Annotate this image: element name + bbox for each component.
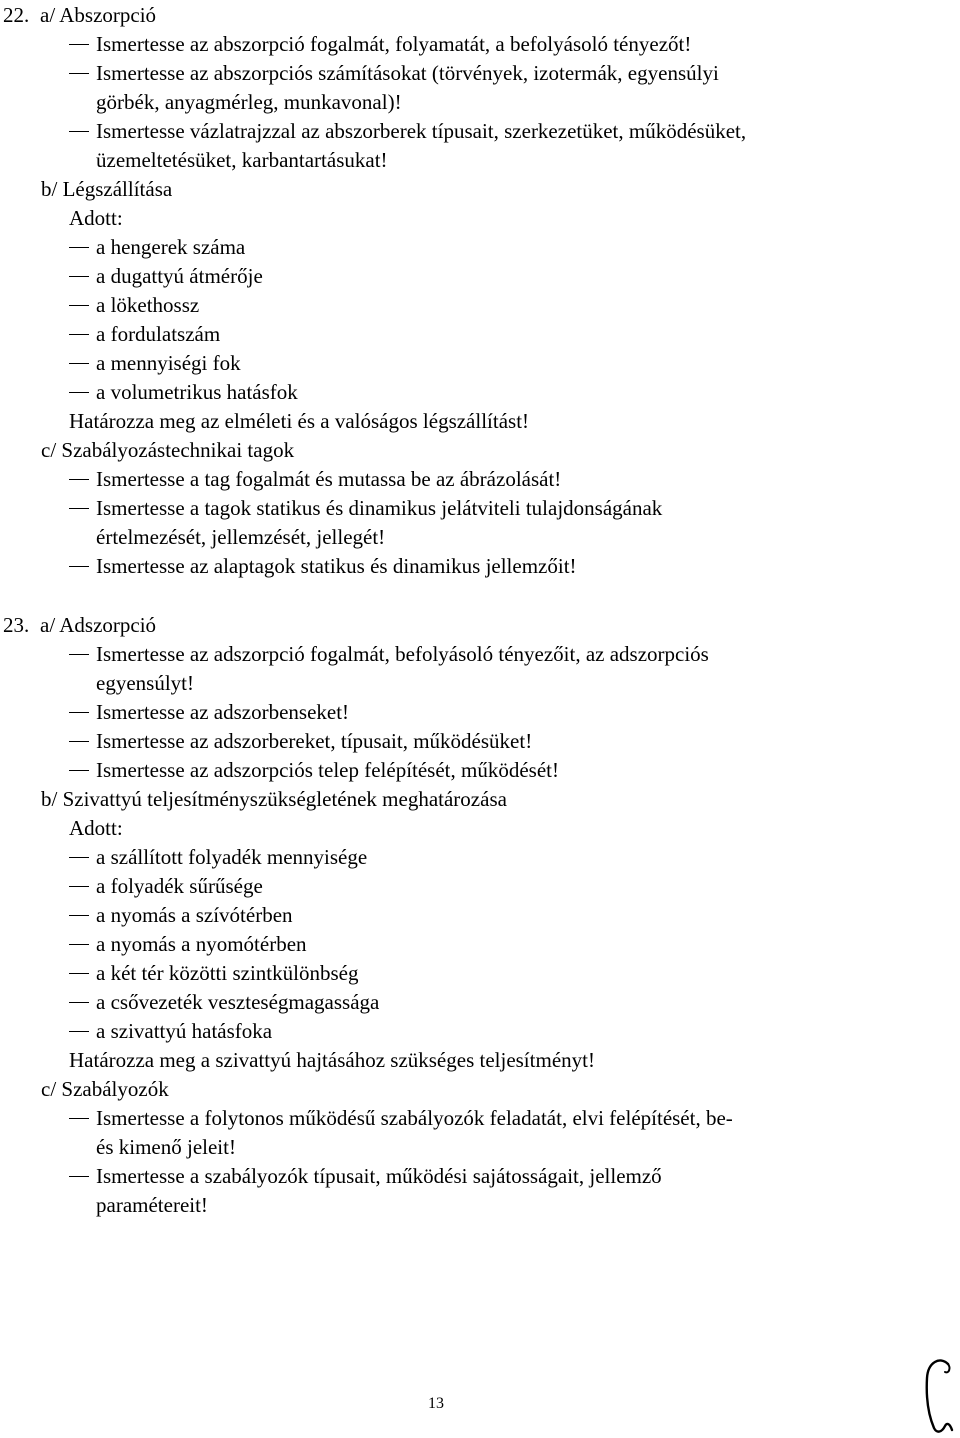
question-22-number: 22. (3, 3, 30, 27)
q23-b-given-item: a nyomás a szívótérben (96, 903, 293, 927)
q22-c-item-3: Ismertesse az alaptagok statikus és dinamikus jellemzőit! (96, 554, 577, 578)
q23-b-given-item: a szivattyú hatásfoka (96, 1019, 273, 1043)
q22-c-item-1: Ismertesse a tag fogalmát és mutassa be az ábrázolását! (96, 467, 562, 491)
dash-bullet (69, 44, 89, 45)
dash-bullet (69, 973, 89, 974)
q22-b-heading (41, 177, 172, 201)
q23-a-heading (40, 613, 156, 637)
q22-a-title: Abszorpció (59, 3, 157, 27)
dash-bullet (69, 654, 89, 655)
q22-b-given-item: a fordulatszám (96, 322, 221, 346)
dash-bullet (69, 915, 89, 916)
dash-bullet (69, 334, 89, 335)
q22-c-title: Szabályozástechnikai tagok (61, 438, 295, 462)
dash-bullet (69, 276, 89, 277)
q22-c-label: c/ (41, 438, 57, 462)
q22-c-item-2-line-1: Ismertesse a tagok statikus és dinamikus jelátviteli tulajdonságának (96, 496, 663, 520)
q22-b-title: Légszállítása (62, 177, 173, 201)
dash-bullet (69, 1031, 89, 1032)
q23-b-given-item: a nyomás a nyomótérben (96, 932, 307, 956)
q22-b-given-item: a volumetrikus hatásfok (96, 380, 298, 404)
dash-bullet (69, 1176, 89, 1177)
q22-a-item-1: Ismertesse az abszorpció fogalmát, folyamatát, a befolyásoló tényezőt! (96, 32, 692, 56)
q23-b-title: Szivattyú teljesítményszükségletének meghatározása (62, 787, 507, 811)
dash-bullet (69, 944, 89, 945)
q23-a-item-1-line-2: egyensúlyt! (96, 671, 194, 695)
q22-a-label: a/ (40, 3, 56, 27)
q23-a-label: a/ (40, 613, 56, 637)
q23-c-title: Szabályozók (61, 1077, 169, 1101)
q23-c-item-1-line-1: Ismertesse a folytonos működésű szabályozók feladatát, elvi felépítését, be- (96, 1106, 733, 1130)
q22-a-heading (40, 3, 156, 27)
question-23-number: 23. (3, 613, 30, 637)
q23-a-item-2: Ismertesse az adszorbenseket! (96, 700, 350, 724)
q23-c-item-2-line-1: Ismertesse a szabályozók típusait, működési sajátosságait, jellemző (96, 1164, 662, 1188)
q23-b-given-item: a folyadék sűrűsége (96, 874, 263, 898)
q22-a-item-2-line-1: Ismertesse az abszorpciós számításokat (törvények, izotermák, egyensúlyi (96, 61, 719, 85)
dash-bullet (69, 566, 89, 567)
q22-a-item-2-line-2: görbék, anyagmérleg, munkavonal)! (96, 90, 402, 114)
q23-a-item-1-line-1: Ismertesse az adszorpció fogalmát, befolyásoló tényezőit, az adszorpciós (96, 642, 709, 666)
dash-bullet (69, 857, 89, 858)
q22-b-task: Határozza meg az elméleti és a valóságos légszállítást! (69, 409, 530, 433)
q23-b-given-item: a két tér közötti szintkülönbség (96, 961, 359, 985)
q22-b-label: b/ (41, 177, 58, 201)
q22-b-given-item: a hengerek száma (96, 235, 246, 259)
dash-bullet (69, 392, 89, 393)
q23-c-item-1-line-2: és kimenő jeleit! (96, 1135, 236, 1159)
handwritten-signature-icon (918, 1356, 958, 1436)
q23-a-item-3: Ismertesse az adszorbereket, típusait, működésüket! (96, 729, 533, 753)
dash-bullet (69, 131, 89, 132)
dash-bullet (69, 508, 89, 509)
dash-bullet (69, 1118, 89, 1119)
q23-a-title: Adszorpció (59, 613, 157, 637)
dash-bullet (69, 305, 89, 306)
dash-bullet (69, 1002, 89, 1003)
q23-c-label: c/ (41, 1077, 57, 1101)
dash-bullet (69, 886, 89, 887)
q23-b-given-item: a csővezeték veszteségmagassága (96, 990, 380, 1014)
q22-b-given-item: a dugattyú átmérője (96, 264, 263, 288)
q23-c-item-2-line-2: paramétereit! (96, 1193, 208, 1217)
q22-b-given-item: a mennyiségi fok (96, 351, 241, 375)
q23-b-label: b/ (41, 787, 58, 811)
q23-b-given-label: Adott: (69, 816, 123, 840)
q23-b-given-item: a szállított folyadék mennyisége (96, 845, 368, 869)
dash-bullet (69, 741, 89, 742)
q23-b-task: Határozza meg a szivattyú hajtásához szükséges teljesítményt! (69, 1048, 595, 1072)
q22-b-given-item: a lökethossz (96, 293, 200, 317)
dash-bullet (69, 247, 89, 248)
dash-bullet (69, 73, 89, 74)
q22-a-item-3-line-2: üzemeltetésüket, karbantartásukat! (96, 148, 388, 172)
q22-c-heading (41, 438, 294, 462)
page-number: 13 (428, 1395, 444, 1412)
dash-bullet (69, 479, 89, 480)
q22-c-item-2-line-2: értelmezését, jellemzését, jellegét! (96, 525, 386, 549)
dash-bullet (69, 363, 89, 364)
q22-a-item-3-line-1: Ismertesse vázlatrajzzal az abszorberek típusait, szerkezetüket, működésüket, (96, 119, 747, 143)
q23-a-item-4: Ismertesse az adszorpciós telep felépítését, működését! (96, 758, 559, 782)
dash-bullet (69, 770, 89, 771)
q23-b-heading (41, 787, 507, 811)
q22-b-given-label: Adott: (69, 206, 123, 230)
dash-bullet (69, 712, 89, 713)
q23-c-heading (41, 1077, 169, 1101)
